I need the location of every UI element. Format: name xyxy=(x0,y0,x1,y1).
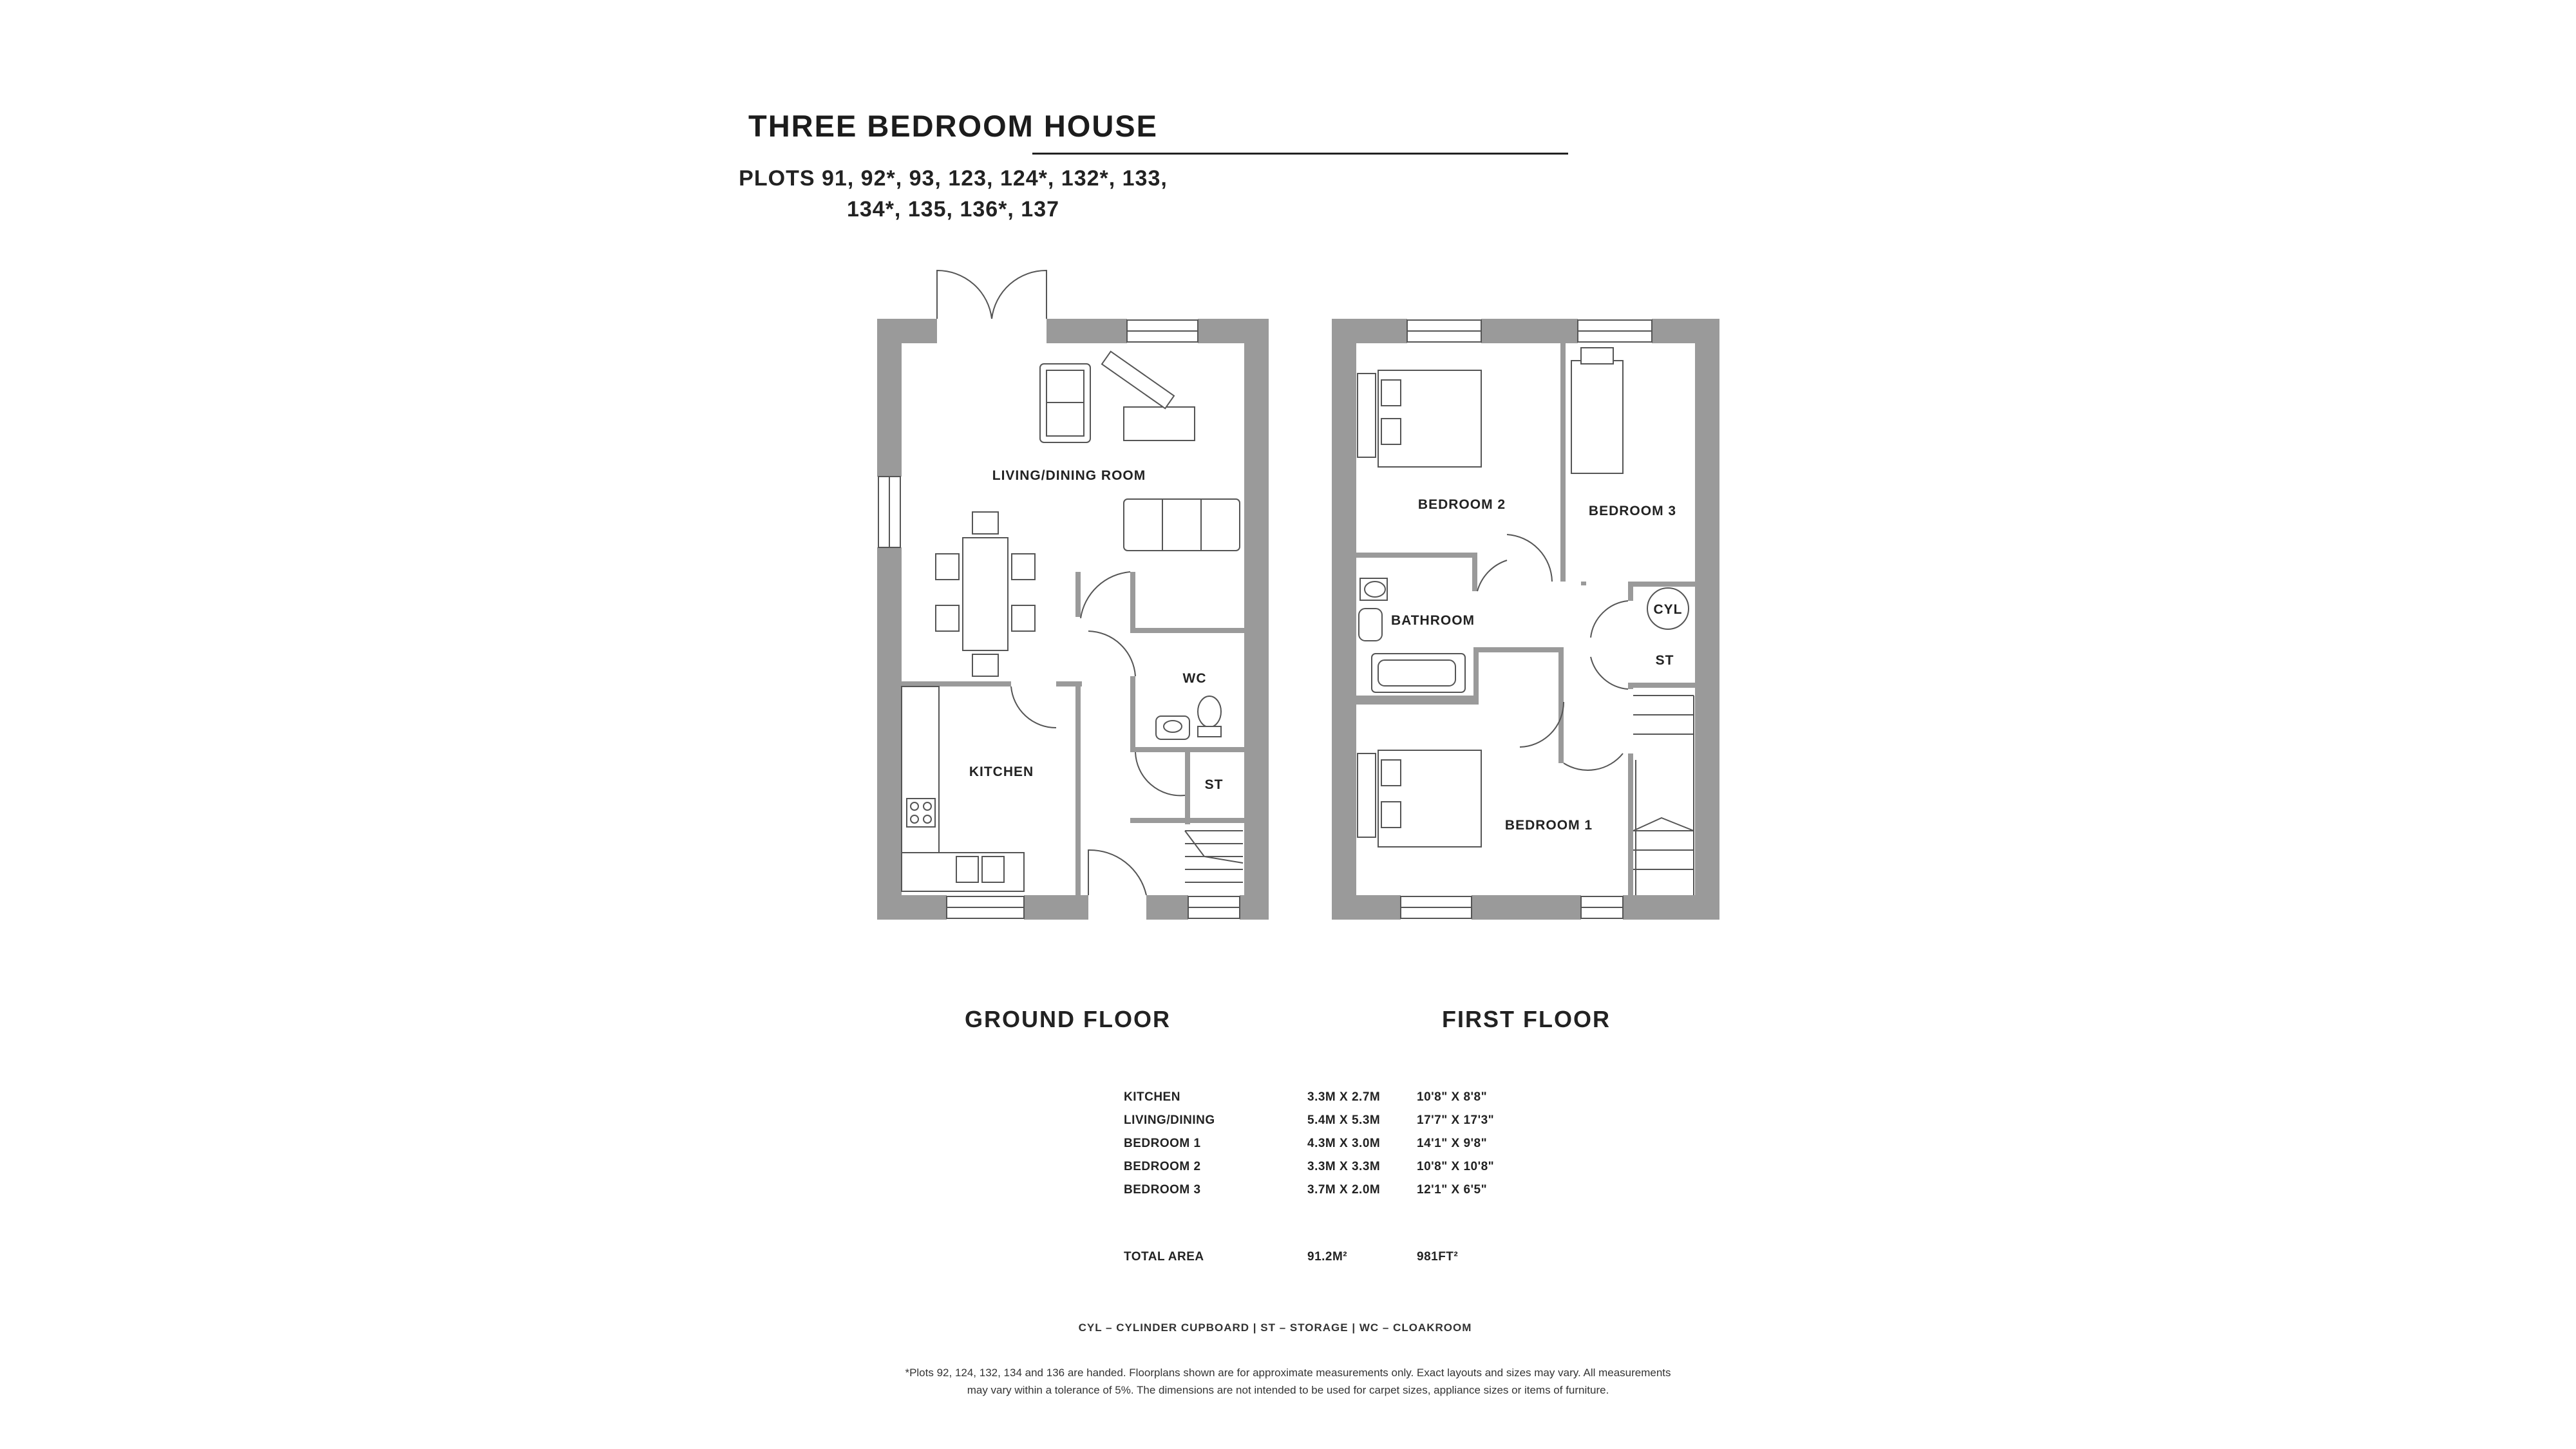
room-kitchen: KITCHEN xyxy=(969,764,1034,779)
total-area-metric: 91.2M² xyxy=(1307,1250,1348,1264)
total-area-label: TOTAL AREA xyxy=(1124,1250,1204,1264)
room-living-dining: LIVING/DINING ROOM xyxy=(992,468,1146,483)
room-first-st: ST xyxy=(1655,653,1674,668)
dim-metric: 5.4M X 5.3M xyxy=(1307,1113,1381,1127)
dim-room: KITCHEN xyxy=(1124,1090,1180,1104)
room-bedroom-1: BEDROOM 1 xyxy=(1504,818,1593,833)
room-ground-st: ST xyxy=(1204,777,1224,792)
footnote-line-1: *Plots 92, 124, 132, 134 and 136 are handed. Floorplans shown are for approximate measurements only. Exact layouts and sizes may vary. All measurements xyxy=(905,1367,1671,1379)
dim-imperial: 10'8" X 8'8" xyxy=(1417,1090,1488,1104)
dim-room: LIVING/DINING xyxy=(1124,1113,1215,1127)
ground-floor-label: GROUND FLOOR xyxy=(965,1006,1171,1032)
room-cyl: CYL xyxy=(1653,602,1683,617)
dim-metric: 3.7M X 2.0M xyxy=(1307,1183,1381,1197)
dim-imperial: 12'1" X 6'5" xyxy=(1417,1183,1488,1197)
plots-line-1: PLOTS 91, 92*, 93, 123, 124*, 132*, 133, xyxy=(739,166,1168,191)
dim-metric: 3.3M X 2.7M xyxy=(1307,1090,1381,1104)
plots-line-2: 134*, 135, 136*, 137 xyxy=(846,197,1060,222)
first-floor-label: FIRST FLOOR xyxy=(1442,1006,1611,1032)
dim-room: BEDROOM 1 xyxy=(1124,1137,1201,1150)
dim-room: BEDROOM 3 xyxy=(1124,1183,1201,1197)
footnote-line-2: may vary within a tolerance of 5%. The dimensions are not intended to be used for carpet sizes, appliance sizes or items of furniture. xyxy=(967,1384,1609,1396)
dim-imperial: 10'8" X 10'8" xyxy=(1417,1160,1495,1173)
room-wc: WC xyxy=(1182,671,1207,686)
dim-metric: 3.3M X 3.3M xyxy=(1307,1160,1381,1173)
abbreviation-legend: CYL – CYLINDER CUPBOARD | ST – STORAGE | WC – CLOAKROOM xyxy=(1078,1321,1472,1334)
total-area-imperial: 981FT² xyxy=(1417,1250,1459,1264)
room-bathroom: BATHROOM xyxy=(1390,613,1475,628)
dim-room: BEDROOM 2 xyxy=(1124,1160,1201,1173)
dim-imperial: 14'1" X 9'8" xyxy=(1417,1137,1488,1150)
dim-imperial: 17'7" X 17'3" xyxy=(1417,1113,1495,1127)
room-bedroom-3: BEDROOM 3 xyxy=(1588,504,1677,518)
dim-metric: 4.3M X 3.0M xyxy=(1307,1137,1381,1150)
room-bedroom-2: BEDROOM 2 xyxy=(1417,497,1506,512)
page-title: THREE BEDROOM HOUSE xyxy=(748,109,1158,143)
ground-floor-plan xyxy=(876,270,1269,921)
